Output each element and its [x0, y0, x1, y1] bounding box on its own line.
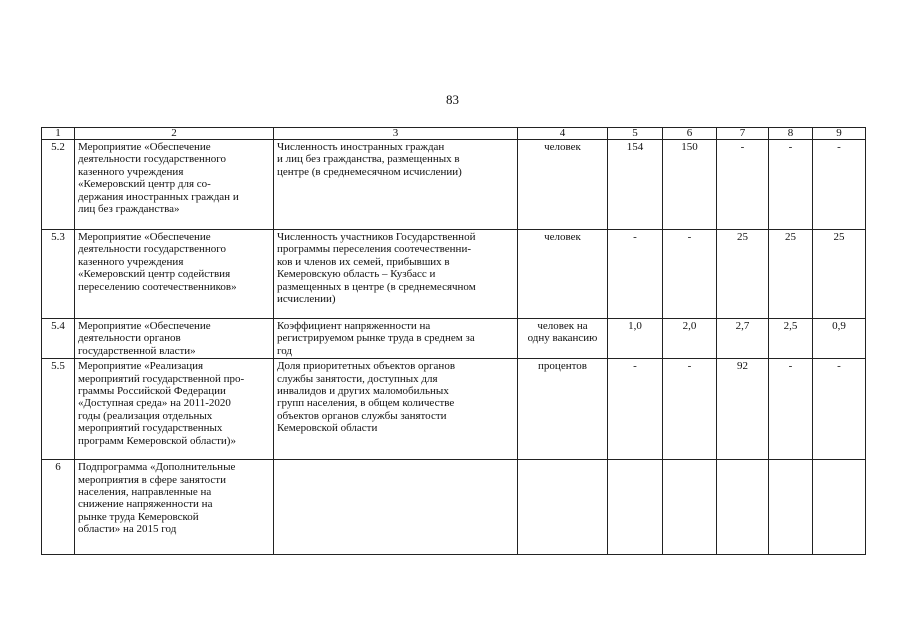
table-row: [42, 359, 866, 460]
event-cell: [75, 319, 274, 359]
indicator-text: Доля приоритетных объектов органов службы занятости, доступных для инвалидов и других маломобильных групп населения, в общем количестве объектов органов службы занятости Кемеровской области: [277, 360, 456, 435]
row-number: 6: [42, 460, 75, 555]
event-cell: [75, 230, 274, 319]
indicators-table: [41, 127, 866, 555]
event-text: Мероприятие «Реализация мероприятий государственной про- граммы Российской Федерации «Доступная среда» на 2011-2020 годы (реализация отдельных мероприятий государственных программ Кемеровской области)»: [78, 360, 245, 447]
row-number: 5.3: [42, 230, 75, 319]
indicator-text: Численность иностранных граждан и лиц без гражданства, размещенных в центре (в среднемесячном исчислении): [277, 141, 462, 178]
value-cell-9: [813, 460, 866, 555]
column-header: 6: [663, 128, 717, 140]
column-header: 9: [813, 128, 866, 140]
unit-cell: [518, 230, 608, 319]
table-row: [42, 319, 866, 359]
value-cell-5: -: [608, 359, 663, 460]
row-number: 5.2: [42, 140, 75, 230]
value-cell-7: 92: [717, 359, 769, 460]
unit-cell: [518, 359, 608, 460]
indicator-cell: [274, 319, 518, 359]
value-cell-6: [663, 460, 717, 555]
event-text: Подпрограмма «Дополнительные мероприятия в сфере занятости населения, направленные на снижение напряженности на рынке труда Кемеровской области» на 2015 год: [78, 461, 236, 536]
value-cell-8: 25: [769, 230, 813, 319]
column-header: 1: [42, 128, 75, 140]
event-text: Мероприятие «Обеспечение деятельности органов государственной власти»: [78, 320, 211, 357]
row-number: 5.4: [42, 319, 75, 359]
value-cell-9: 0,9: [813, 319, 866, 359]
column-header: 5: [608, 128, 663, 140]
column-header: 2: [75, 128, 274, 140]
event-cell: [75, 460, 274, 555]
value-cell-6: 150: [663, 140, 717, 230]
value-cell-5: -: [608, 230, 663, 319]
column-header: 8: [769, 128, 813, 140]
value-cell-5: [608, 460, 663, 555]
unit-text: процентов: [538, 360, 587, 373]
page-number: 83: [446, 92, 459, 107]
indicator-text: Численность участников Государственной программы переселения соотечественни- ков и членов их семей, прибывших в Кемеровскую область – Кузбасс и размещенных в центре (в среднемесячном исчислении): [277, 231, 476, 306]
unit-cell: [518, 460, 608, 555]
value-cell-9: -: [813, 359, 866, 460]
unit-text: человек: [544, 141, 581, 153]
value-cell-7: 2,7: [717, 319, 769, 359]
unit-text: человек: [544, 231, 581, 243]
indicator-cell: [274, 359, 518, 460]
value-cell-9: 25: [813, 230, 866, 319]
value-cell-7: -: [717, 140, 769, 230]
event-text: Мероприятие «Обеспечение деятельности государственного казенного учреждения «Кемеровский центр для со- держания иностранных граждан и лиц без гражданства»: [78, 141, 239, 216]
event-cell: [75, 140, 274, 230]
value-cell-6: -: [663, 359, 717, 460]
value-cell-9: -: [813, 140, 866, 230]
row-number: 5.5: [42, 359, 75, 460]
event-cell: [75, 359, 274, 460]
unit-cell: [518, 140, 608, 230]
indicator-cell: [274, 230, 518, 319]
column-header: 7: [717, 128, 769, 140]
value-cell-7: 25: [717, 230, 769, 319]
value-cell-6: -: [663, 230, 717, 319]
value-cell-6: 2,0: [663, 319, 717, 359]
event-text: Мероприятие «Обеспечение деятельности государственного казенного учреждения «Кемеровский центр содействия переселению соотечественников»: [78, 231, 237, 293]
indicator-cell: [274, 460, 518, 555]
value-cell-5: 1,0: [608, 319, 663, 359]
indicator-text: Коэффициент напряженности на регистрируемом рынке труда в среднем за год: [277, 320, 475, 357]
unit-cell: [518, 319, 608, 359]
value-cell-8: -: [769, 140, 813, 230]
table-row: [42, 460, 866, 555]
table-row: [42, 140, 866, 230]
indicator-cell: [274, 140, 518, 230]
value-cell-8: -: [769, 359, 813, 460]
unit-text: человек на одну вакансию: [527, 320, 598, 345]
value-cell-5: 154: [608, 140, 663, 230]
table-row: [42, 230, 866, 319]
column-header: 4: [518, 128, 608, 140]
value-cell-8: 2,5: [769, 319, 813, 359]
value-cell-8: [769, 460, 813, 555]
table-header-row: [42, 128, 866, 140]
value-cell-7: [717, 460, 769, 555]
column-header: 3: [274, 128, 518, 140]
